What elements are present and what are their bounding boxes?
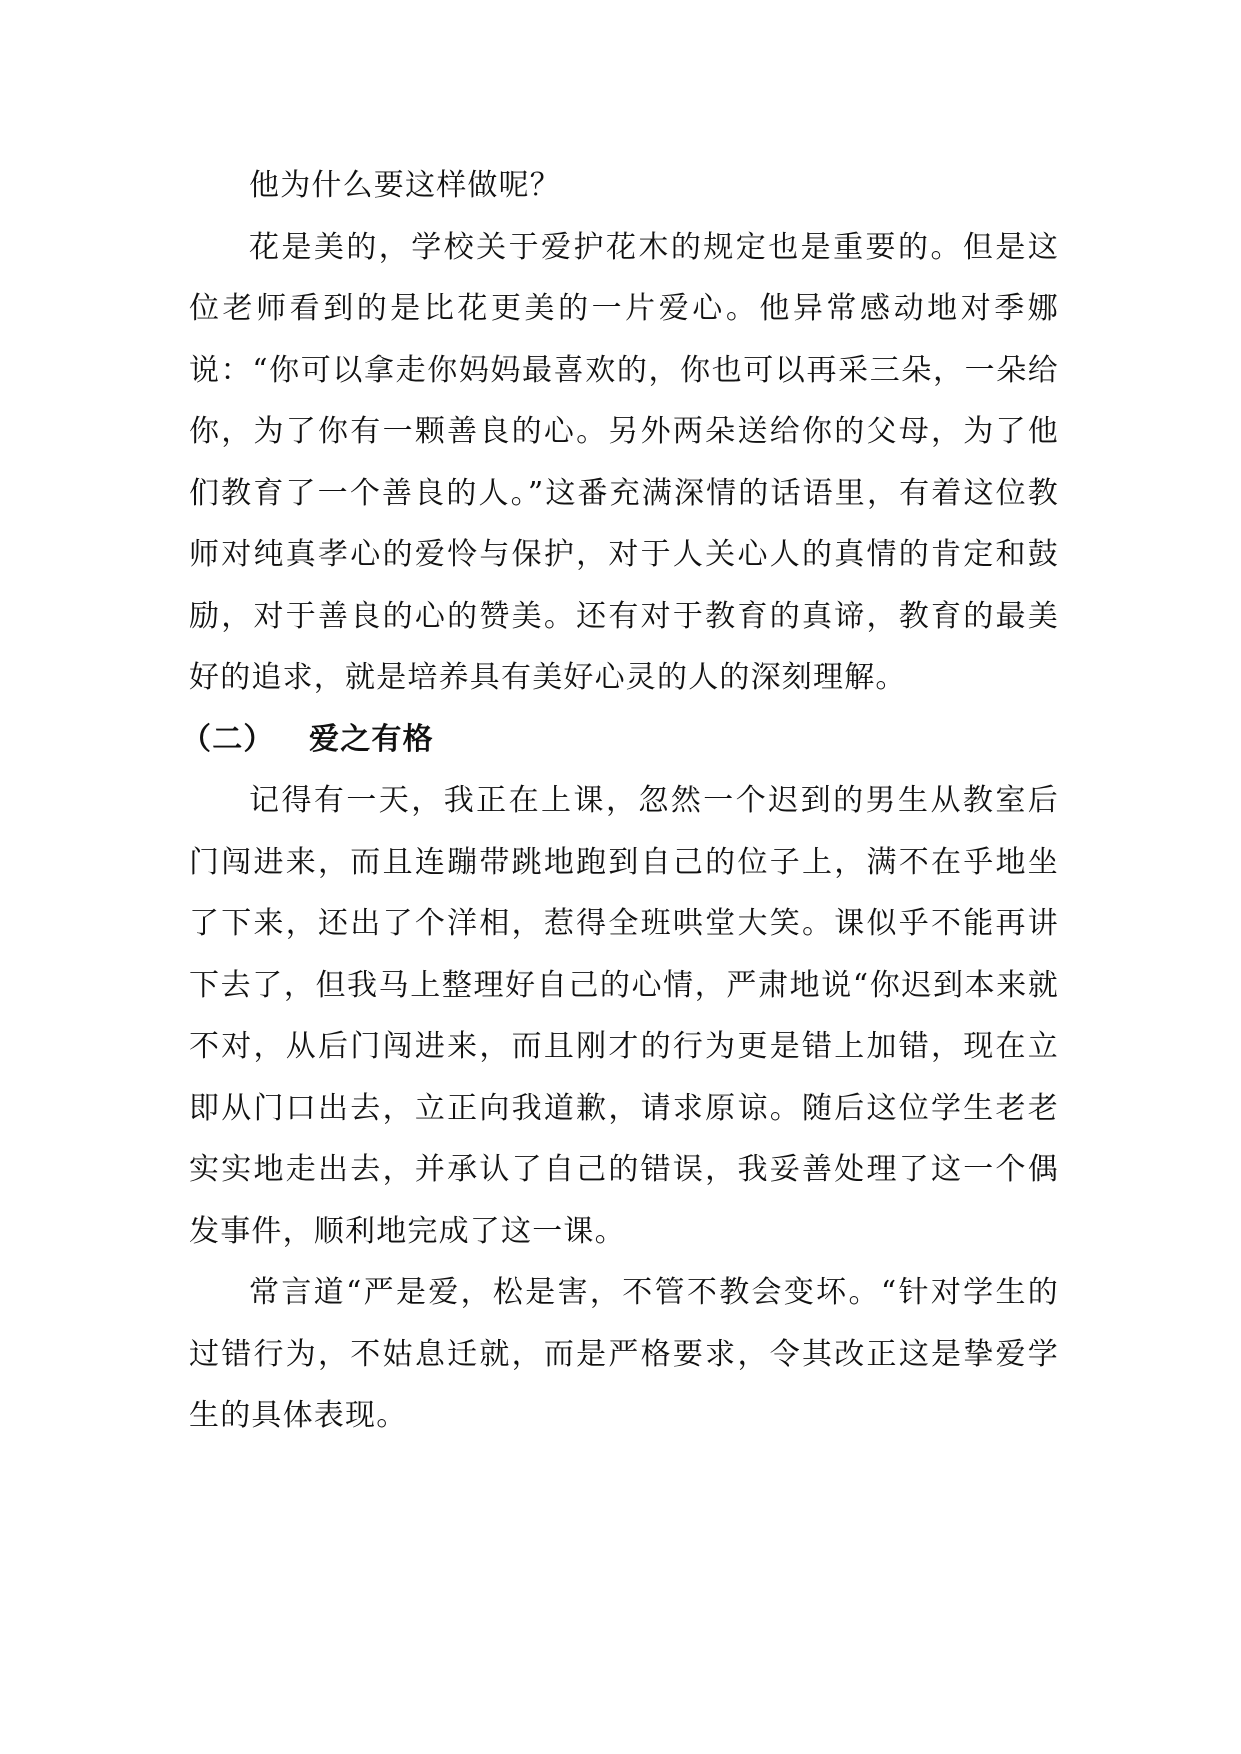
paragraph: 花是美的，学校关于爱护花木的规定也是重要的。但是这位老师看到的是比花更美的一片爱心。他异常感动地对季娜说：“你可以拿走你妈妈最喜欢的，你也可以再采三朵，一朵给你，为了你有一颗善良的心。另外两朵送给你的父母，为了他们教育了一个善良的人。”这番充满深情的话语里，有着这位教师对纯真孝心的爱怜与保护，对于人关心人的真情的肯定和鼓励，对于善良的心的赞美。还有对于教育的真谛，教育的最美好的追求，就是培养具有美好心灵的人的深刻理解。 [189, 229, 1059, 695]
paragraph: 他为什么要这样做呢？ [249, 168, 561, 203]
section-heading [181, 709, 1059, 771]
section-number: （二） [181, 721, 275, 757]
section-title: 爱之有格 [309, 721, 434, 757]
document-page [181, 155, 1059, 1447]
paragraph: 常言道“严是爱，松是害，不管不教会变坏。“针对学生的过错行为，不姑息迁就，而是严格要求，令其改正这是挚爱学生的具体表现。 [189, 1275, 1059, 1433]
paragraph: 记得有一天，我正在上课，忽然一个迟到的男生从教室后门闯进来，而且连蹦带跳地跑到自己的位子上，满不在乎地坐了下来，还出了个洋相，惹得全班哄堂大笑。课似乎不能再讲下去了，但我马上整理好自己的心情，严肃地说“你迟到本来就不对，从后门闯进来，而且刚才的行为更是错上加错，现在立即从门口出去，立正向我道歉，请求原谅。随后这位学生老老实实地走出去，并承认了自己的错误，我妥善处理了这一个偶发事件，顺利地完成了这一课。 [189, 783, 1059, 1249]
